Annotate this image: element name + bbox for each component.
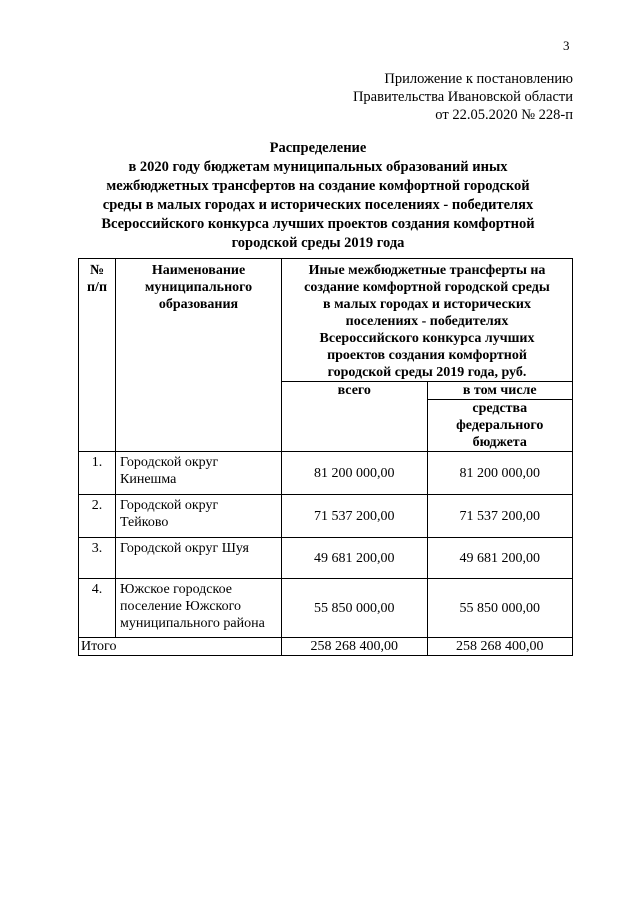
header-text: образования [158, 297, 239, 312]
header-text: городской среды 2019 года, руб. [327, 365, 527, 380]
title-line: среды в малых городах и исторических поселениях - победителях [102, 197, 534, 213]
title-line: в 2020 году бюджетам муниципальных образований иных [128, 159, 508, 175]
row-number: 2. [79, 495, 116, 538]
municipality-name [116, 452, 282, 495]
header-row [79, 259, 573, 382]
row-number: 4. [79, 579, 116, 638]
name-line: Кинешма [120, 472, 177, 487]
header-text: муниципального [144, 280, 253, 295]
federal-amount: 55 850 000,00 [427, 579, 573, 638]
name-line: Тейково [120, 515, 169, 530]
header-including: в том числе [427, 382, 573, 400]
header-name [116, 259, 282, 452]
grand-total-amount: 258 268 400,00 [282, 638, 428, 656]
federal-amount: 71 537 200,00 [427, 495, 573, 538]
header-num [79, 259, 116, 452]
header-text: проектов создания комфортной [327, 348, 527, 363]
table-row [79, 452, 573, 495]
header-text: п/п [86, 280, 108, 295]
table-row [79, 579, 573, 638]
municipality-name [116, 579, 282, 638]
header-text: в малых городах и исторических [323, 297, 531, 312]
document-title [78, 139, 558, 253]
table-row [79, 538, 573, 579]
header-text: Наименование [151, 263, 246, 278]
total-amount: 55 850 000,00 [282, 579, 428, 638]
name-line: поселение Южского [120, 599, 242, 614]
appendix-line: от 22.05.2020 № 228-п [435, 107, 573, 123]
title-line: городской среды 2019 года [231, 235, 405, 251]
name-line: муниципального района [120, 616, 265, 631]
total-amount: 81 200 000,00 [282, 452, 428, 495]
header-total: всего [282, 382, 428, 452]
federal-amount: 49 681 200,00 [427, 538, 573, 579]
header-text: бюджета [472, 435, 527, 450]
name-line: Городской округ [120, 498, 219, 513]
name-line: Городской округ Шуя [120, 541, 249, 556]
name-line: Южское городское [120, 582, 232, 597]
total-row [79, 638, 573, 656]
grand-federal-amount: 258 268 400,00 [427, 638, 573, 656]
header-transfers [282, 259, 573, 382]
header-text: № [89, 263, 105, 278]
total-amount: 49 681 200,00 [282, 538, 428, 579]
appendix-line: Приложение к постановлению [384, 71, 573, 87]
federal-amount: 81 200 000,00 [427, 452, 573, 495]
title-line: Всероссийского конкурса лучших проектов создания комфортной [101, 216, 535, 232]
page-number: 3 [563, 38, 570, 53]
municipality-name [116, 538, 282, 579]
title-line: Распределение [269, 140, 367, 156]
header-text: создание комфортной городской среды [304, 280, 550, 295]
table-row [79, 495, 573, 538]
header-federal [427, 400, 573, 452]
total-label: Итого [79, 638, 282, 656]
municipality-name [116, 495, 282, 538]
header-text: федерального [456, 418, 544, 433]
header-text: средства [472, 401, 528, 416]
appendix-line: Правительства Ивановской области [352, 89, 573, 105]
row-number: 3. [79, 538, 116, 579]
name-line: Городской округ [120, 455, 219, 470]
total-amount: 71 537 200,00 [282, 495, 428, 538]
header-text: Всероссийского конкурса лучших [319, 331, 535, 346]
row-number: 1. [79, 452, 116, 495]
title-line: межбюджетных трансфертов на создание комфортной городской [106, 178, 530, 194]
distribution-table [78, 258, 573, 656]
header-text: Иные межбюджетные трансферты на [308, 263, 546, 278]
appendix-header [353, 70, 573, 124]
header-text: поселениях - победителях [345, 314, 509, 329]
